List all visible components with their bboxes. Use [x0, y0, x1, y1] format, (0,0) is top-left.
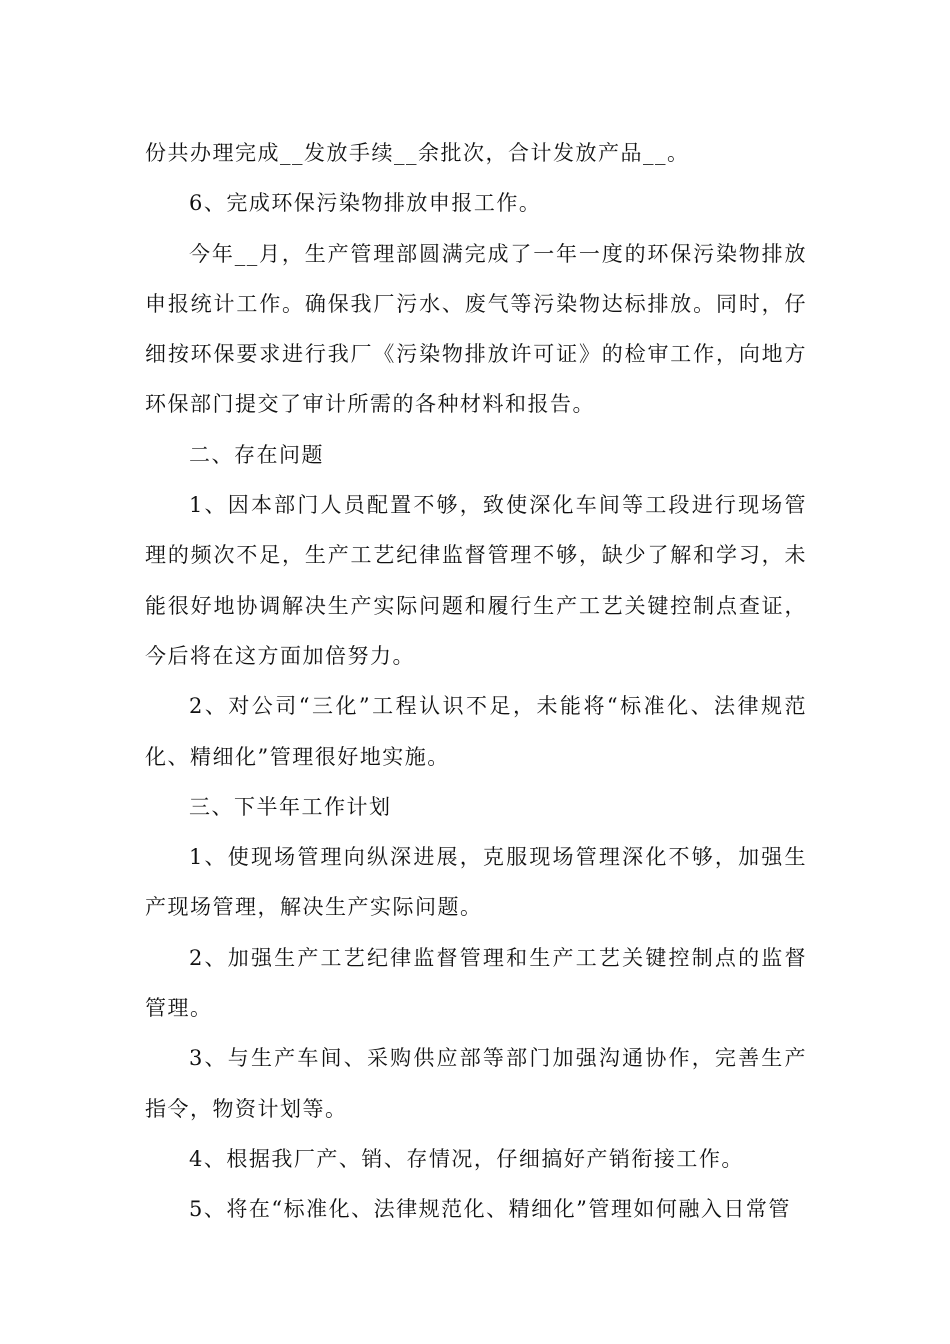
paragraph-problem-1: 1、因本部门人员配置不够，致使深化车间等工段进行现场管理的频次不足，生产工艺纪律监督管理不够，缺少了解和学习，未能很好地协调解决生产实际问题和履行生产工艺关键控制点查证，今后将在这方面加倍努力。	[145, 493, 807, 668]
paragraph-plan-3: 3、与生产车间、采购供应部等部门加强沟通协作，完善生产指令，物资计划等。	[145, 1046, 807, 1121]
paragraph-plan-2: 2、加强生产工艺纪律监督管理和生产工艺关键控制点的监督管理。	[145, 945, 807, 1021]
paragraph-problem-2: 2、对公司“三化”工程认识不足，未能将“标准化、法律规范化、精细化”管理很好地实施。	[145, 694, 807, 769]
paragraph-plan-1: 1、使现场管理向纵深进展，克服现场管理深化不够，加强生产现场管理，解决生产实际问题。	[145, 845, 807, 920]
paragraph-plan-4: 4、根据我厂产、销、存情况，仔细搞好产销衔接工作。	[189, 1146, 744, 1171]
paragraph-continuation: 份共办理完成__发放手续__余批次，合计发放产品__。	[145, 141, 690, 165]
paragraph-plan-5: 5、将在“标准化、法律规范化、精细化”管理如何融入日常管	[189, 1197, 791, 1222]
document-body	[145, 128, 807, 1235]
paragraph-item-6: 6、完成环保污染物排放申报工作。	[189, 191, 542, 216]
paragraph-emission-report: 今年__月，生产管理部圆满完成了一年一度的环保污染物排放申报统计工作。确保我厂污水、废气等污染物达标排放。同时，仔细按环保要求进行我厂《污染物排放许可证》的检审工作，向地方环保部门提交了审计所需的各种材料和报告。	[145, 241, 807, 417]
section-heading-problems: 二、存在问题	[189, 442, 324, 467]
section-heading-plan: 三、下半年工作计划	[189, 794, 392, 819]
